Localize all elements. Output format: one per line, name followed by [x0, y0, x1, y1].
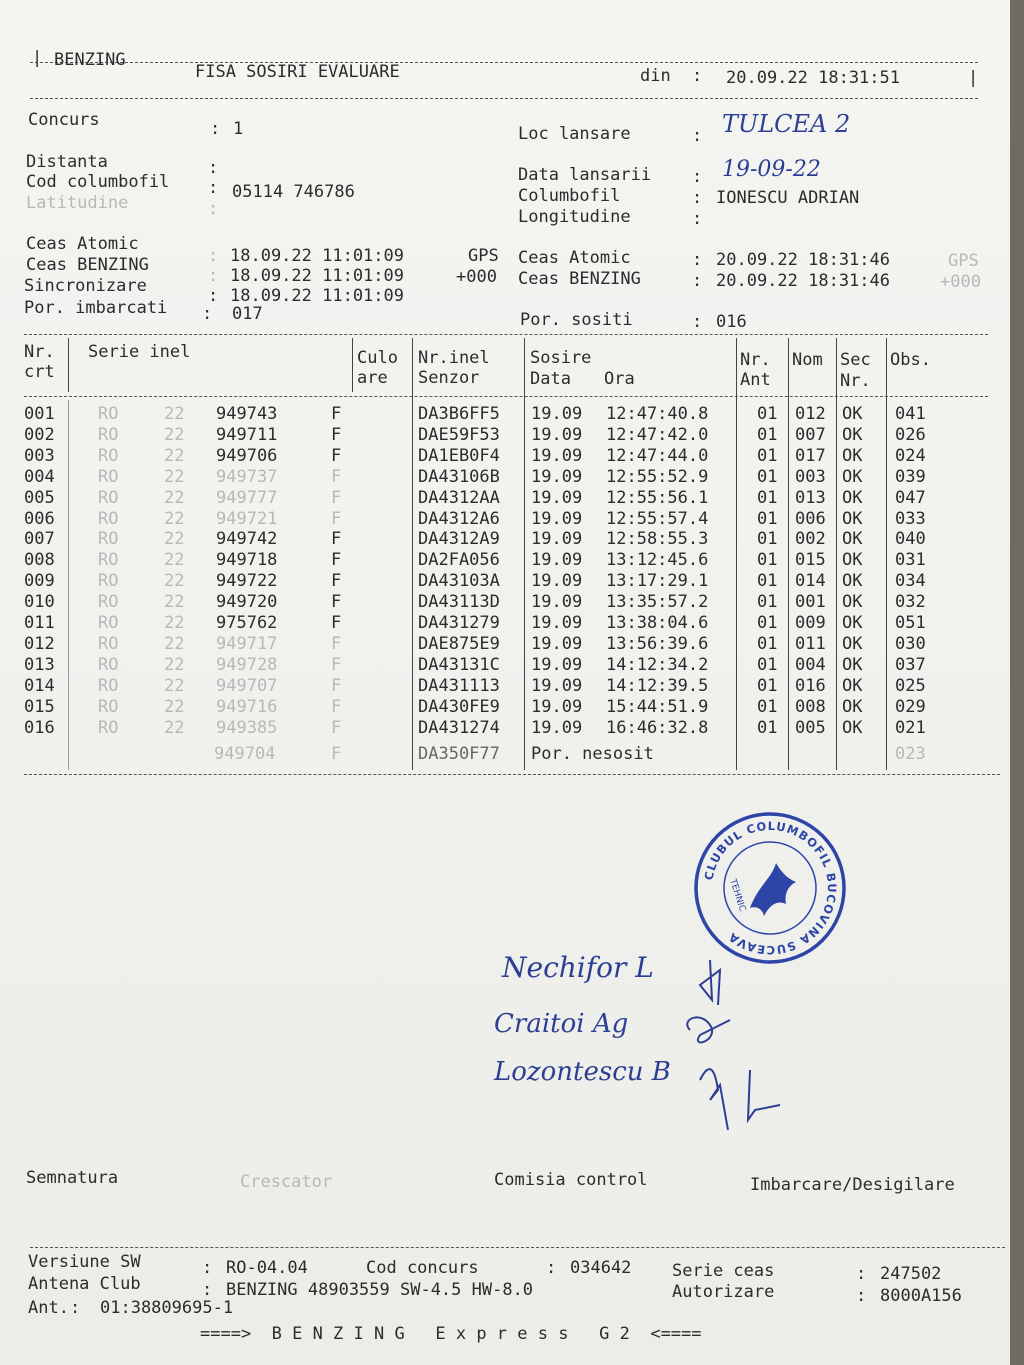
- footer-rule: [30, 1247, 1005, 1248]
- table-top-rule: [24, 334, 988, 335]
- col-header-culoare-1: Culo: [357, 348, 398, 368]
- row-year: 22: [164, 571, 185, 592]
- row-ant: 01: [757, 717, 778, 738]
- row-ring: 949707: [216, 675, 278, 696]
- row-ring: 949711: [216, 424, 278, 445]
- row-sex: F: [331, 466, 342, 487]
- row-ring: 949743: [216, 404, 278, 424]
- row-date: 19.09: [531, 466, 583, 487]
- din-label: din: [640, 66, 671, 86]
- row-obs: 034: [895, 571, 926, 592]
- row-ring: 949728: [216, 654, 278, 675]
- comisia-label: Comisia control: [494, 1170, 648, 1190]
- row-nr: 011: [24, 613, 55, 633]
- cod-concurs-label: Cod concurs: [366, 1258, 479, 1278]
- row-sec: OK: [842, 424, 863, 445]
- row-sec: OK: [842, 529, 863, 550]
- versiune-value: RO-04.04: [226, 1258, 308, 1278]
- row-date: 19.09: [531, 633, 583, 654]
- row-obs: 032: [895, 592, 926, 613]
- col-header-sec-nr: Nr.: [840, 371, 871, 391]
- ceas-benzing-right-value: 20.09.22 18:31:46: [716, 271, 890, 291]
- latitudine-label: Latitudine: [26, 193, 129, 213]
- row-nr: 010: [24, 592, 55, 613]
- row-year: 22: [164, 466, 185, 487]
- row-sex: F: [331, 445, 342, 466]
- row-nr: 013: [24, 654, 55, 675]
- row-sensor: DA43131C: [418, 654, 500, 675]
- signature-name-2: Craitoi Ag: [494, 1009, 629, 1039]
- row-year: 22: [164, 675, 185, 696]
- autorizare-label: Autorizare: [672, 1282, 775, 1302]
- row-obs: 037: [895, 654, 926, 675]
- signature-name-1: Nechifor L: [502, 951, 654, 984]
- row-ant: 01: [757, 529, 778, 550]
- col-header-sec: Sec: [840, 350, 871, 370]
- row-nr: 001: [24, 404, 55, 424]
- sositi-value: 016: [716, 312, 747, 332]
- ceas-atomic-right-suffix: GPS: [948, 251, 979, 271]
- row-time: 12:58:55.3: [606, 529, 709, 550]
- col-header-culoare-2: are: [357, 368, 388, 388]
- row-nom: 008: [795, 696, 826, 717]
- row-nom: 015: [795, 550, 826, 571]
- ceas-atomic-left-suffix: GPS: [468, 246, 499, 266]
- row-nr: 007: [24, 529, 55, 550]
- row-time: 14:12:34.2: [606, 654, 709, 675]
- row-obs: 041: [895, 404, 926, 424]
- columbofil-label: Columbofil: [518, 186, 621, 206]
- header-top-rule: [30, 62, 978, 63]
- row-obs: 021: [895, 717, 926, 738]
- concurs-value: 1: [233, 119, 244, 139]
- row-nr: 014: [24, 675, 55, 696]
- row-time: 13:12:45.6: [606, 550, 709, 571]
- stamp-inner-text: TEHNIC: [727, 877, 748, 913]
- row-ring: 975762: [216, 613, 278, 633]
- row-nr: 009: [24, 571, 55, 592]
- sincronizare-label: Sincronizare: [24, 276, 147, 296]
- row-sex: F: [331, 571, 342, 592]
- ceas-atomic-right-value: 20.09.22 18:31:46: [716, 250, 890, 270]
- row-date: 19.09: [531, 445, 583, 466]
- row-country: RO: [98, 404, 119, 424]
- row-time: 12:47:40.8: [606, 404, 709, 424]
- row-sensor: DA431274: [418, 717, 500, 738]
- ceas-benzing-left-value: 18.09.22 11:01:09: [230, 266, 404, 286]
- row-ant: 01: [757, 445, 778, 466]
- row-sec: OK: [842, 654, 863, 675]
- row-sec: OK: [842, 508, 863, 529]
- ant-label: Ant.: [28, 1298, 69, 1318]
- row-country: RO: [98, 529, 119, 550]
- row-sex: F: [331, 613, 342, 633]
- row-sec: OK: [842, 696, 863, 717]
- row-date: 19.09: [531, 592, 583, 613]
- versiune-label: Versiune SW: [28, 1252, 141, 1272]
- ceas-benzing-left-label: Ceas BENZING: [26, 255, 149, 275]
- data-lansarii-handwritten: 19-09-22: [722, 157, 821, 182]
- row-country: RO: [98, 592, 119, 613]
- row-sec: OK: [842, 613, 863, 633]
- row-nr: 005: [24, 487, 55, 508]
- row-obs: 047: [895, 487, 926, 508]
- row-country: RO: [98, 654, 119, 675]
- row-ant: 01: [757, 404, 778, 424]
- row-date: 19.09: [531, 571, 583, 592]
- header-right-bar: |: [968, 68, 979, 88]
- row-obs: 025: [895, 675, 926, 696]
- row-date: 19.09: [531, 717, 583, 738]
- row-year: 22: [164, 529, 185, 550]
- col-header-nr-inel: Nr.inel: [418, 348, 490, 368]
- row-time: 13:38:04.6: [606, 613, 709, 633]
- row-ring: 949722: [216, 571, 278, 592]
- imbarcati-label: Por. imbarcati: [24, 298, 168, 318]
- row-time: 13:35:57.2: [606, 592, 709, 613]
- row-ring: 949737: [216, 466, 278, 487]
- row-time: 12:47:42.0: [606, 424, 709, 445]
- row-country: RO: [98, 487, 119, 508]
- row-ant: 01: [757, 550, 778, 571]
- row-country: RO: [98, 508, 119, 529]
- row-ring: 949716: [216, 696, 278, 717]
- antena-value: BENZING 48903559 SW-4.5 HW-8.0: [226, 1280, 534, 1300]
- row-year: 22: [164, 613, 185, 633]
- row-sec: OK: [842, 675, 863, 696]
- loc-lansare-handwritten: TULCEA 2: [722, 110, 851, 138]
- row-ant: 01: [757, 675, 778, 696]
- row-time: 12:55:52.9: [606, 466, 709, 487]
- longitudine-label: Longitudine: [518, 207, 631, 227]
- row-nom: 013: [795, 487, 826, 508]
- row-year: 22: [164, 508, 185, 529]
- row-nr: 003: [24, 445, 55, 466]
- row-country: RO: [98, 571, 119, 592]
- printed-timestamp: 20.09.22 18:31:51: [726, 68, 900, 88]
- row-ring: 949718: [216, 550, 278, 571]
- row-obs: 024: [895, 445, 926, 466]
- cod-columbofil-label: Cod columbofil: [26, 172, 170, 192]
- row-sec: OK: [842, 487, 863, 508]
- row-year: 22: [164, 696, 185, 717]
- row-date: 19.09: [531, 550, 583, 571]
- imbarcare-label: Imbarcare/Desigilare: [750, 1175, 955, 1195]
- row-date: 19.09: [531, 424, 583, 445]
- row-year: 22: [164, 633, 185, 654]
- row-time: 13:17:29.1: [606, 571, 709, 592]
- row-sec: OK: [842, 633, 863, 654]
- semnatura-label: Semnatura: [26, 1168, 119, 1188]
- ceas-atomic-left-value: 18.09.22 11:01:09: [230, 246, 404, 266]
- row-nom: 004: [795, 654, 826, 675]
- row-ring: 949385: [216, 717, 278, 738]
- row-obs: 033: [895, 508, 926, 529]
- row-obs: 040: [895, 529, 926, 550]
- ceas-benzing-right-suffix: +000: [940, 272, 981, 292]
- row-nom: 014: [795, 571, 826, 592]
- row-nom: 001: [795, 592, 826, 613]
- row-time: 12:55:56.1: [606, 487, 709, 508]
- distanta-label: Distanta: [26, 152, 108, 172]
- row-nom: 006: [795, 508, 826, 529]
- row-obs: 039: [895, 466, 926, 487]
- row-obs: 051: [895, 613, 926, 633]
- row-year: 22: [164, 445, 185, 466]
- autorizare-value: 8000A156: [880, 1286, 962, 1306]
- ceas-benzing-right-label: Ceas BENZING: [518, 269, 641, 289]
- data-lansarii-label: Data lansarii: [518, 165, 652, 185]
- row-nom: 017: [795, 445, 826, 466]
- row-sex: F: [331, 592, 342, 613]
- row-country: RO: [98, 675, 119, 696]
- row-ant: 01: [757, 633, 778, 654]
- row-sex: F: [331, 633, 342, 654]
- row-sensor: DA43106B: [418, 466, 500, 487]
- row-country: RO: [98, 633, 119, 654]
- missing-ring: 949704: [214, 744, 276, 764]
- row-country: RO: [98, 717, 119, 738]
- row-country: RO: [98, 550, 119, 571]
- row-year: 22: [164, 424, 185, 445]
- row-ant: 01: [757, 654, 778, 675]
- row-ant: 01: [757, 508, 778, 529]
- row-sensor: DA4312A9: [418, 529, 500, 550]
- col-header-ora: Ora: [604, 369, 635, 389]
- row-nom: 016: [795, 675, 826, 696]
- row-ant: 01: [757, 592, 778, 613]
- col-header-sosire: Sosire: [530, 348, 592, 368]
- serie-ceas-value: 247502: [880, 1264, 942, 1284]
- row-sex: F: [331, 717, 342, 738]
- row-sensor: DA3B6FF5: [418, 404, 500, 424]
- row-nom: 012: [795, 404, 826, 424]
- row-year: 22: [164, 592, 185, 613]
- row-sex: F: [331, 424, 342, 445]
- header-bottom-rule: [30, 98, 978, 99]
- row-sensor: DAE875E9: [418, 633, 500, 654]
- row-sex: F: [331, 675, 342, 696]
- crescator-label: Crescator: [240, 1172, 333, 1192]
- form-title: FISA SOSIRI EVALUARE: [195, 62, 400, 82]
- row-date: 19.09: [531, 487, 583, 508]
- row-obs: 031: [895, 550, 926, 571]
- row-sec: OK: [842, 571, 863, 592]
- row-ant: 01: [757, 571, 778, 592]
- row-sec: OK: [842, 717, 863, 738]
- row-nom: 003: [795, 466, 826, 487]
- row-sensor: DA43113D: [418, 592, 500, 613]
- row-time: 12:55:57.4: [606, 508, 709, 529]
- row-date: 19.09: [531, 529, 583, 550]
- row-date: 19.09: [531, 508, 583, 529]
- row-sensor: DA1EB0F4: [418, 445, 500, 466]
- dove-icon: [750, 863, 796, 916]
- row-obs: 030: [895, 633, 926, 654]
- row-time: 14:12:39.5: [606, 675, 709, 696]
- row-date: 19.09: [531, 696, 583, 717]
- row-sex: F: [331, 404, 342, 424]
- row-sensor: DA431113: [418, 675, 500, 696]
- row-nr: 016: [24, 717, 55, 738]
- row-sensor: DA4312AA: [418, 487, 500, 508]
- row-nr: 008: [24, 550, 55, 571]
- row-sex: F: [331, 529, 342, 550]
- row-sec: OK: [842, 592, 863, 613]
- col-header-nom: Nom: [792, 350, 823, 370]
- ceas-benzing-left-suffix: +000: [456, 267, 497, 287]
- row-country: RO: [98, 613, 119, 633]
- row-ant: 01: [757, 696, 778, 717]
- ant-value: 01:38809695-1: [100, 1298, 234, 1318]
- row-ring: 949720: [216, 592, 278, 613]
- row-ring: 949706: [216, 445, 278, 466]
- signature-name-3: Lozontescu B: [494, 1057, 671, 1087]
- col-header-nr: Nr.: [24, 342, 55, 362]
- columbofil-name: IONESCU ADRIAN: [716, 188, 860, 208]
- row-time: 12:47:44.0: [606, 445, 709, 466]
- missing-obs: 023: [895, 744, 926, 764]
- col-header-ant: Ant: [740, 370, 771, 390]
- row-sex: F: [331, 487, 342, 508]
- row-country: RO: [98, 696, 119, 717]
- row-year: 22: [164, 404, 185, 424]
- row-ring: 949742: [216, 529, 278, 550]
- row-sensor: DAE59F53: [418, 424, 500, 445]
- printout-page: | | BENZING FISA SOSIRI EVALUARE din : 20.09.22 18:31:51 Concurs : 1 Distanta : Cod columbofil : 05114 746786 Latitudine : Loc lansare : TULCEA 2 Data lansarii : 19-09-22 Columbofil : IONESCU ADRIAN Longitudine : Ceas Atomic : 18.09.22 11:01:09 GPS Ceas BENZING : 18.09.22 11:01:09 +000 Sincronizare : 18.09.22 11:01:09 Por. imbarcati : 017 Ceas Atomic : 20.09.22 18:31:46 GPS Ceas BENZING : 20.09.22 18:31:46 +000 Por. sositi : 016 Nr. crt Serie inel Culo are Nr.inel Senzor Sosire Data Ora Nr. Ant Nom Sec Nr. Obs. 001 RO 22 949743 F DA3B6FF5 19.09 12:47:40.8 01 012 OK 041 002 RO 22 949711 F DAE59F53 19.09 12:47:42.0 01 007 OK 026 003 RO 22 949706 F DA1EB0F4 19.09 12:47:44.0 01 017 OK 024 004 RO 22 949737 F DA43106B 19.09 12:55:52.9 01 003 OK 039 005 RO 22 949777 F DA4312AA 19.09 12:55:56.1 01 013 OK 047 006 RO 22 949721 F DA4312A6 19.09 12:55:57.4 01 006 OK 033 007 RO 22 949742 F DA4312A9 19.09 12:58:55.3 01 002 OK 040 008 RO 22 949718 F DA2FA056 19.09 13:12:45.6 01 015 OK 031 009 RO 22 949722 F DA43103A 19.09 13:17:29.1 01 014 OK 034 010 RO 22 949720 F DA43113D 19.09 13:35:57.2 01 001 OK 032 011 RO 22 975762 F DA431279 19.09 13:38:04.6 01 009 OK 051 012 RO 22 949717 F DAE875E9 19.09 13:56:39.6 01 011 OK 030 013 RO 22 949728 F DA43131C 19.09 14:12:34.2 01 004 OK 037 014 RO 22 949707 F DA431113 19.09 14:12:39.5 01 016 OK 025 015 RO 22 949716 F DA430FE9 19.09 15:44:51.9 01 008 OK 029 016 RO 22 949385 F DA431274 19.09 16:46:32.8 01 005 OK 021 949704 F DA350F77 Por. nesosit 023 CLUBUL COLUMBOFIL BUCOVINA SUCEAVA TEHNIC Nechifor L Craitoi Ag Lozontescu B Semnatura Crescator Comisia control Imbarcare/Desigilare Versiune SW : RO-04.04 Cod concurs : 034642 Serie ceas : 247502 Antena Club : BENZING 48903559 SW-4.5 HW-8.0 Autorizare : 8000A156 Ant. : 01:38809695-1 ====> B E N Z I N G E x p r e s s G 2 <====: [0, 0, 1010, 1365]
- row-sec: OK: [842, 466, 863, 487]
- row-nom: 002: [795, 529, 826, 550]
- row-obs: 029: [895, 696, 926, 717]
- row-country: RO: [98, 466, 119, 487]
- cod-columbofil-value: 05114 746786: [232, 182, 355, 202]
- col-header-data: Data: [530, 369, 571, 389]
- row-date: 19.09: [531, 675, 583, 696]
- stamp-ring-text: CLUBUL COLUMBOFIL BUCOVINA SUCEAVA: [701, 818, 840, 958]
- row-sensor: DA431279: [418, 613, 500, 633]
- row-nom: 009: [795, 613, 826, 633]
- concurs-label: Concurs: [28, 110, 100, 130]
- benzing-banner: ====> B E N Z I N G E x p r e s s G 2 <====: [200, 1324, 702, 1344]
- table-header-bottom-rule: [24, 396, 988, 397]
- row-nr: 012: [24, 633, 55, 654]
- row-ant: 01: [757, 487, 778, 508]
- row-sensor: DA2FA056: [418, 550, 500, 571]
- row-ant: 01: [757, 613, 778, 633]
- row-nr: 002: [24, 424, 55, 445]
- sositi-label: Por. sositi: [520, 310, 633, 330]
- row-time: 15:44:51.9: [606, 696, 709, 717]
- table-bottom-rule: [24, 774, 1000, 775]
- row-date: 19.09: [531, 404, 583, 424]
- cod-concurs-value: 034642: [570, 1258, 632, 1278]
- row-sensor: DA43103A: [418, 571, 500, 592]
- row-sensor: DA4312A6: [418, 508, 500, 529]
- missing-sensor: DA350F77: [418, 744, 500, 764]
- antena-label: Antena Club: [28, 1274, 141, 1294]
- row-year: 22: [164, 550, 185, 571]
- row-nom: 005: [795, 717, 826, 738]
- missing-label: Por. nesosit: [531, 744, 654, 764]
- row-time: 16:46:32.8: [606, 717, 709, 738]
- row-country: RO: [98, 445, 119, 466]
- row-year: 22: [164, 717, 185, 738]
- row-country: RO: [98, 424, 119, 445]
- serie-ceas-label: Serie ceas: [672, 1261, 775, 1281]
- row-obs: 026: [895, 424, 926, 445]
- row-sec: OK: [842, 445, 863, 466]
- row-nom: 011: [795, 633, 826, 654]
- row-nr: 015: [24, 696, 55, 717]
- imbarcati-value: 017: [232, 304, 263, 324]
- col-header-obs: Obs.: [890, 350, 931, 370]
- row-sex: F: [331, 508, 342, 529]
- header-left-bar: |: [32, 48, 43, 68]
- ceas-atomic-left-label: Ceas Atomic: [26, 234, 139, 254]
- row-nom: 007: [795, 424, 826, 445]
- row-time: 13:56:39.6: [606, 633, 709, 654]
- ceas-atomic-right-label: Ceas Atomic: [518, 248, 631, 268]
- row-year: 22: [164, 487, 185, 508]
- row-sex: F: [331, 654, 342, 675]
- col-header-nr-ant: Nr.: [740, 350, 771, 370]
- loc-lansare-label: Loc lansare: [518, 124, 631, 144]
- row-sec: OK: [842, 550, 863, 571]
- sincronizare-value: 18.09.22 11:01:09: [230, 286, 404, 306]
- signature-scribbles: [660, 940, 800, 1140]
- row-sex: F: [331, 696, 342, 717]
- col-header-serie-inel: Serie inel: [88, 342, 191, 362]
- row-sensor: DA430FE9: [418, 696, 500, 717]
- row-ring: 949777: [216, 487, 278, 508]
- row-ant: 01: [757, 466, 778, 487]
- col-header-crt: crt: [24, 362, 55, 382]
- row-ring: 949721: [216, 508, 278, 529]
- row-sex: F: [331, 550, 342, 571]
- missing-sex: F: [331, 744, 342, 764]
- brand-name: BENZING: [54, 50, 126, 70]
- row-ant: 01: [757, 424, 778, 445]
- row-sec: OK: [842, 404, 863, 424]
- row-year: 22: [164, 654, 185, 675]
- row-ring: 949717: [216, 633, 278, 654]
- row-date: 19.09: [531, 654, 583, 675]
- col-header-senzor: Senzor: [418, 368, 480, 388]
- row-nr: 004: [24, 466, 55, 487]
- row-nr: 006: [24, 508, 55, 529]
- row-date: 19.09: [531, 613, 583, 633]
